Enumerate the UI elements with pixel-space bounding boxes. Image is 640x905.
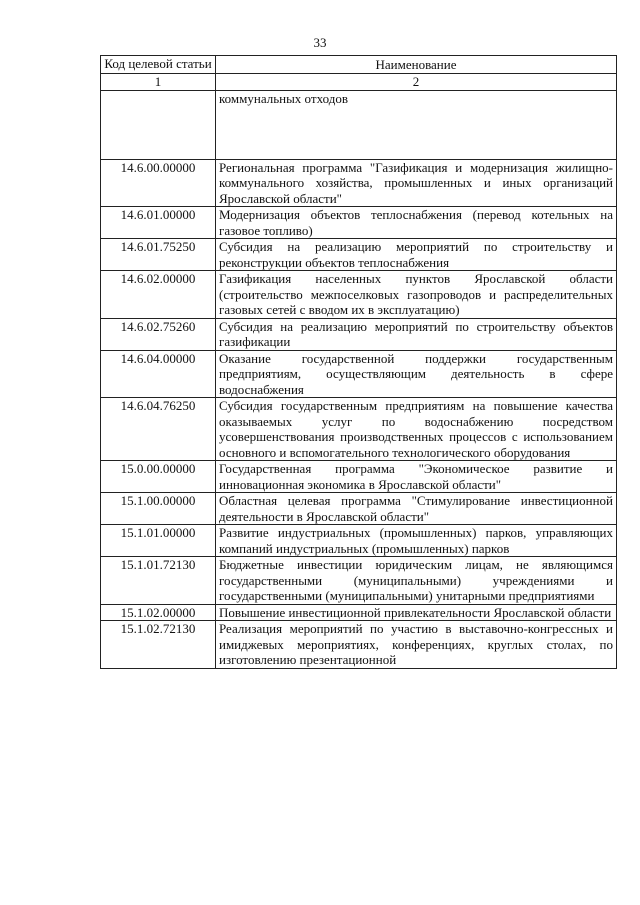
row-code: 14.6.01.00000 — [101, 207, 216, 239]
row-name: Региональная программа "Газификация и модернизация жилищно-коммунального хозяйства, промышленных и иных организаций Ярославской области" — [216, 159, 617, 207]
row-code: 14.6.02.00000 — [101, 271, 216, 319]
row-name: Газификация населенных пунктов Ярославской области (строительство межпоселковых газопроводов и распределительных газовых сетей с вводом их в эксплуатацию) — [216, 271, 617, 319]
table-row — [101, 621, 617, 669]
row-name: Развитие индустриальных (промышленных) парков, управляющих компаний индустриальных (промышленных) парков — [216, 525, 617, 557]
row-name: Государственная программа "Экономическое развитие и инновационная экономика в Ярославской области" — [216, 461, 617, 493]
table-header-row — [101, 56, 617, 74]
continuation-row — [101, 90, 617, 159]
table-row — [101, 350, 617, 398]
budget-code-table — [100, 55, 617, 669]
row-code: 15.1.02.72130 — [101, 621, 216, 669]
row-code: 15.1.00.00000 — [101, 493, 216, 525]
table-row — [101, 525, 617, 557]
column-number-1: 1 — [101, 73, 216, 90]
row-name: Бюджетные инвестиции юридическим лицам, не являющимся государственными (муниципальными) учреждениями и государственными (муниципальными) унитарными предприятиями — [216, 557, 617, 605]
row-code: 15.1.01.72130 — [101, 557, 216, 605]
table-row — [101, 493, 617, 525]
table-row — [101, 318, 617, 350]
continuation-code-cell — [101, 90, 216, 159]
row-name: Областная целевая программа "Стимулирование инвестиционной деятельности в Ярославской области" — [216, 493, 617, 525]
row-name: Субсидия на реализацию мероприятий по строительству объектов газификации — [216, 318, 617, 350]
table-row — [101, 461, 617, 493]
table-row — [101, 604, 617, 621]
row-name: Субсидия государственным предприятиям на повышение качества оказываемых услуг по водоснабжению посредством усовершенствования производственных процессов с использованием основного и вспомогательного технологического оборудования — [216, 398, 617, 461]
row-code: 15.1.01.00000 — [101, 525, 216, 557]
table-row — [101, 239, 617, 271]
row-name: Субсидия на реализацию мероприятий по строительству и реконструкции объектов теплоснабжения — [216, 239, 617, 271]
table-row — [101, 159, 617, 207]
row-code: 15.0.00.00000 — [101, 461, 216, 493]
continuation-text: коммунальных отходов — [216, 90, 617, 159]
table-row — [101, 398, 617, 461]
header-name: Наименование — [216, 56, 617, 74]
header-code: Код целевой статьи — [101, 56, 216, 74]
row-name: Оказание государственной поддержки государственным предприятиям, осуществляющим деятельность в сфере водоснабжения — [216, 350, 617, 398]
row-name: Повышение инвестиционной привлекательности Ярославской области — [216, 604, 617, 621]
column-number-2: 2 — [216, 73, 617, 90]
row-code: 14.6.02.75260 — [101, 318, 216, 350]
row-code: 14.6.01.75250 — [101, 239, 216, 271]
row-code: 15.1.02.00000 — [101, 604, 216, 621]
table-row — [101, 557, 617, 605]
row-code: 14.6.04.00000 — [101, 350, 216, 398]
table-row — [101, 271, 617, 319]
row-name: Модернизация объектов теплоснабжения (перевод котельных на газовое топливо) — [216, 207, 617, 239]
row-code: 14.6.04.76250 — [101, 398, 216, 461]
row-code: 14.6.00.00000 — [101, 159, 216, 207]
table-row — [101, 207, 617, 239]
row-name: Реализация мероприятий по участию в выставочно-конгрессных и имиджевых мероприятиях, конференциях, круглых столах, по изготовлению презентационной — [216, 621, 617, 669]
page-number: 33 — [313, 35, 327, 50]
column-number-row — [101, 73, 617, 90]
